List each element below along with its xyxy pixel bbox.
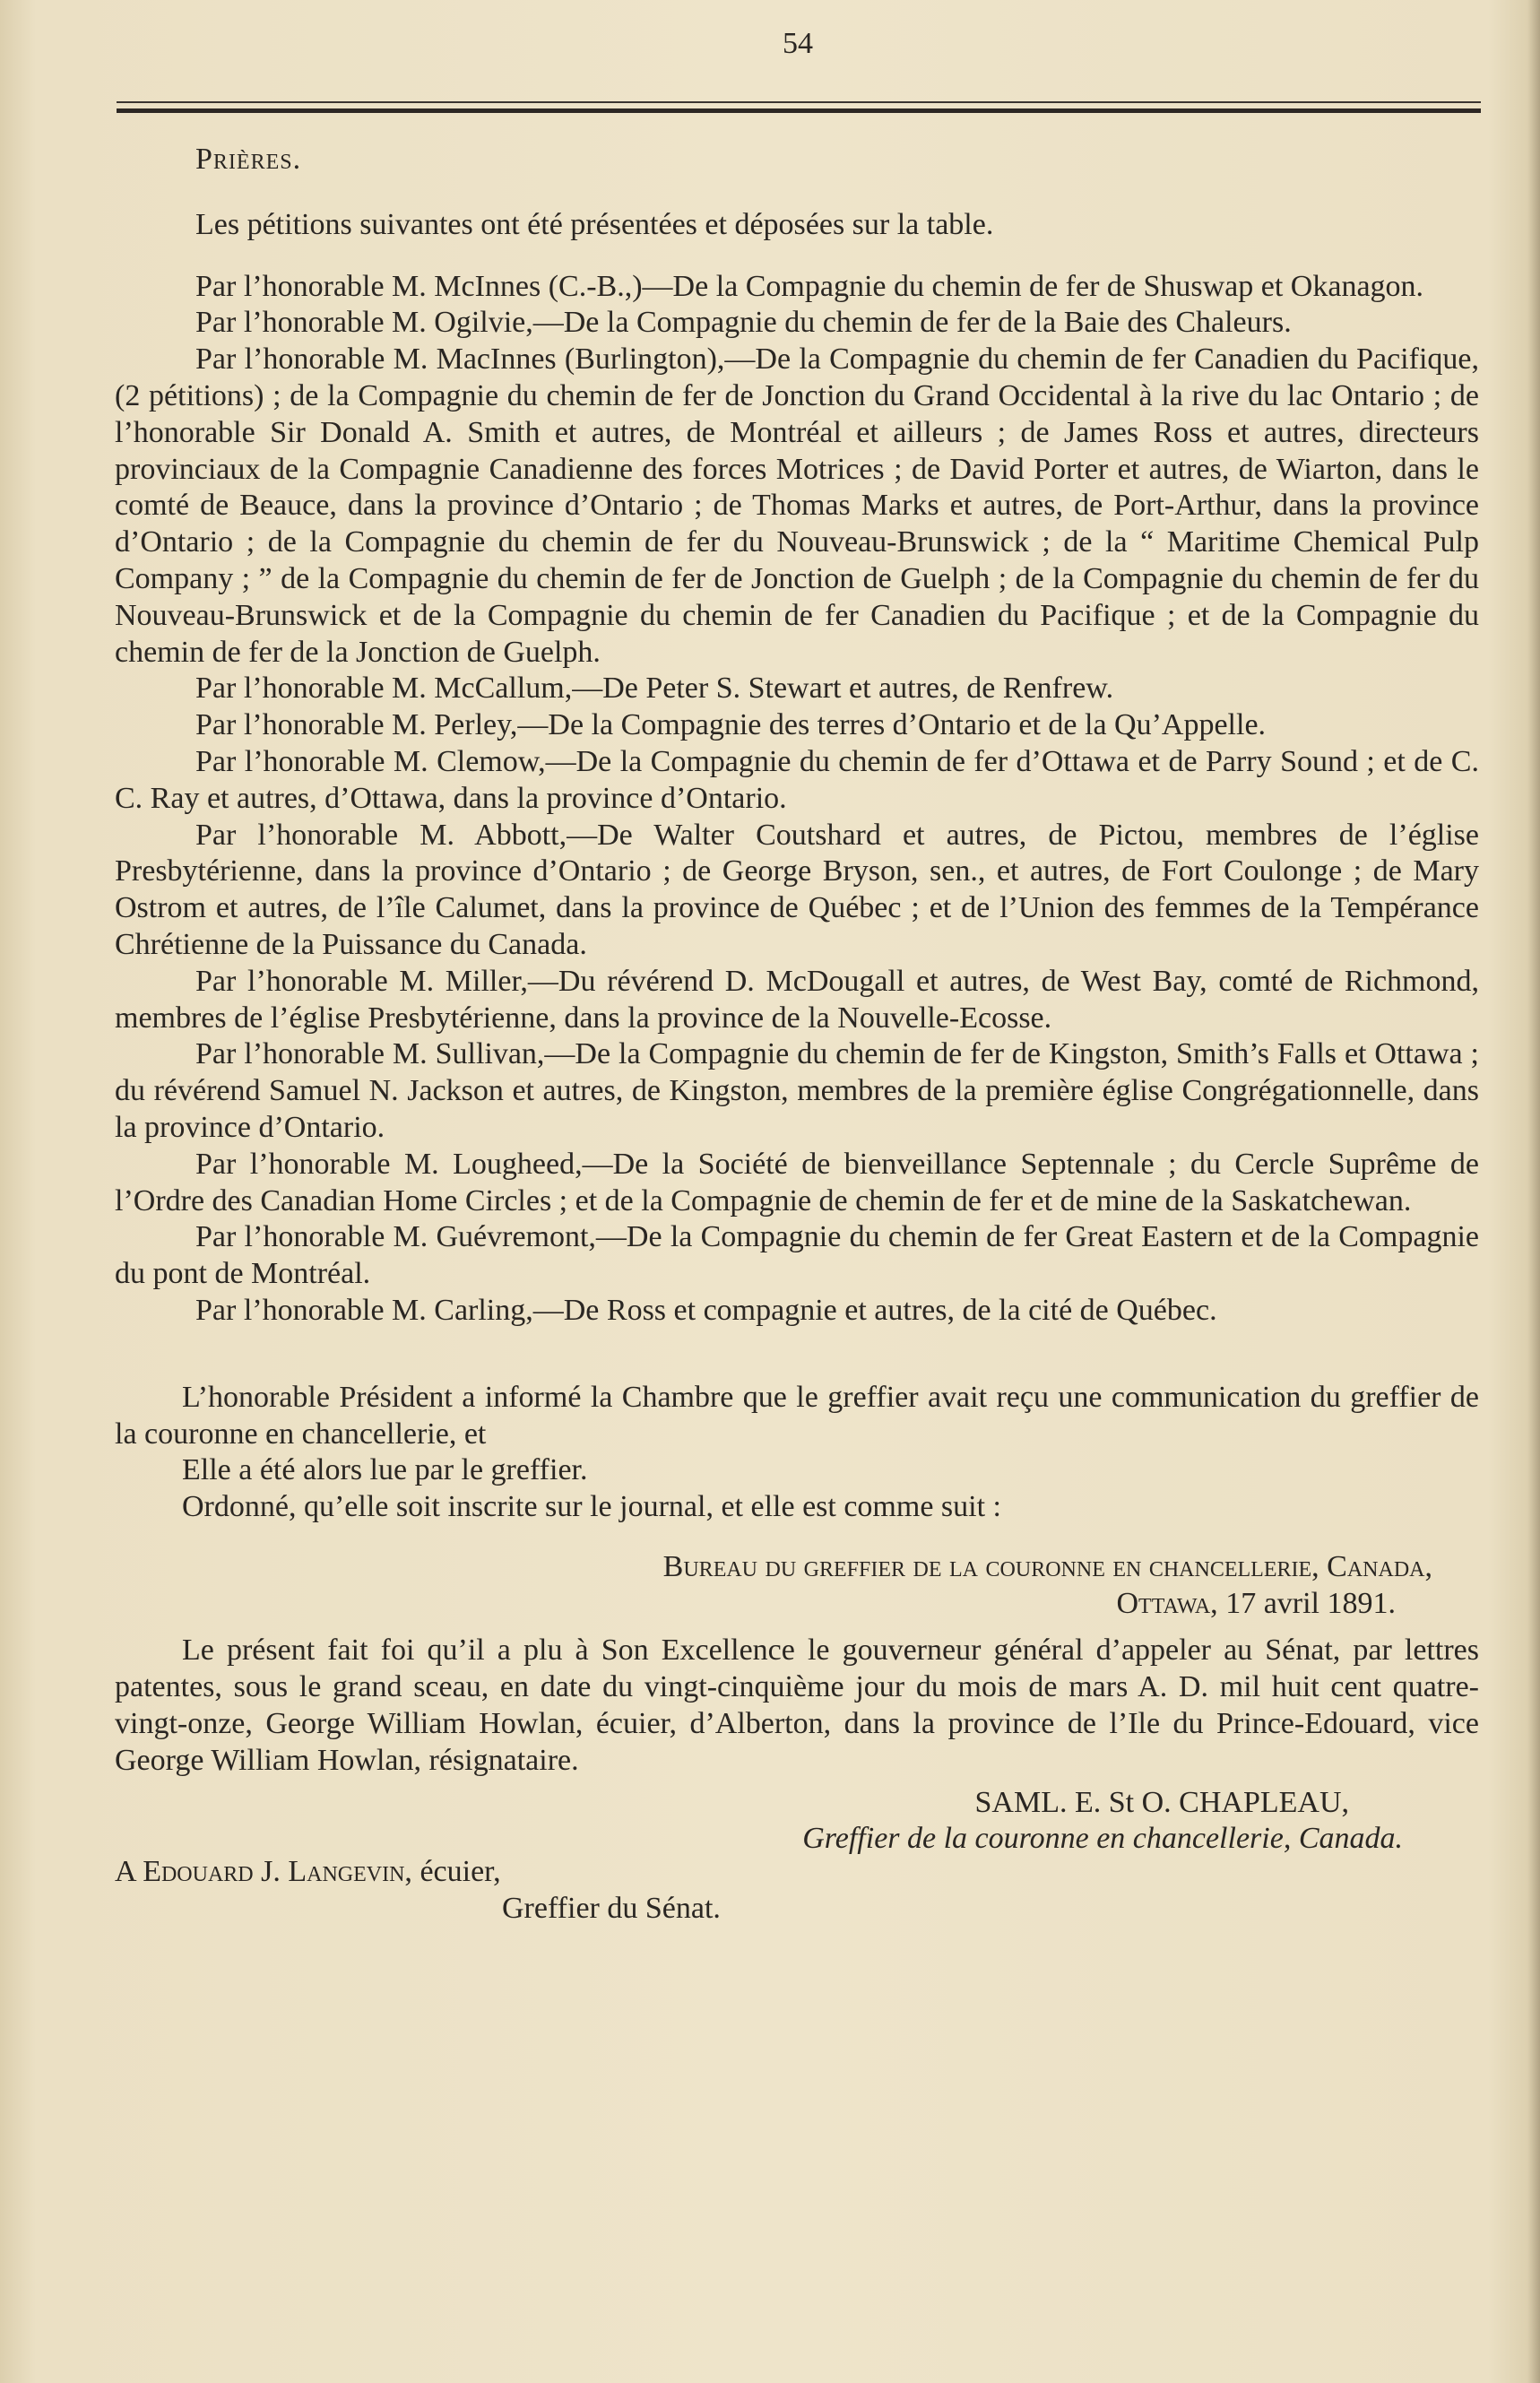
read-line: Elle a été alors lue par le greffier. xyxy=(182,1453,588,1487)
page-number: 54 xyxy=(783,27,813,60)
addressee-title: Greffier du Sénat. xyxy=(502,1892,721,1926)
announcement-paragraph: L’honorable Président a informé la Chambre que le greffier avait reçu une communication du greffier de la couronne en chancellerie, et xyxy=(115,1380,1479,1451)
letter-date: 17 avril 1891. xyxy=(1225,1586,1396,1620)
petition-paragraph: Par l’honorable M. Sullivan,—De la Compagnie du chemin de fer de Kingston, Smith’s Falls et Ottawa ; du révérend Samuel N. Jackson et autres, de Kingston, membres de la première église Congrégationnelle, dans la province d’Ontario. xyxy=(115,1037,1479,1144)
addressee-name: Edouard J. Langevin, xyxy=(143,1855,412,1889)
petition-paragraph: Par l’honorable M. Abbott,—De Walter Coutshard et autres, de Pictou, membres de l’église Presbytérienne, dans la province d’Ontario ; de George Bryson, sen., et autres, de Fort Coulonge ; de Mary Ostrom et autres, de l’île Calumet, dans la province de Québec ; et de l’Union des femmes de la Tempérance Chrétienne de la Puissance du Canada. xyxy=(115,818,1479,961)
intro-paragraph: Les pétitions suivantes ont été présentées et déposées sur la table. xyxy=(195,207,994,241)
petition-paragraph: Par l’honorable M. Lougheed,—De la Société de bienveillance Septennale ; du Cercle Suprême de l’Ordre des Canadian Home Circles ; et de la Compagnie de chemin de fer et de mine de la Saskatchewan. xyxy=(115,1147,1479,1217)
petition-paragraph: Par l’honorable M. Perley,—De la Compagnie des terres d’Ontario et de la Qu’Appelle. xyxy=(195,708,1267,742)
header-rule-thick xyxy=(117,108,1481,113)
addressee-prefix: A xyxy=(115,1855,135,1889)
petition-paragraph: Par l’honorable M. Ogilvie,—De la Compagnie du chemin de fer de la Baie des Chaleurs. xyxy=(195,306,1292,340)
petition-paragraph: Par l’honorable M. Clemow,—De la Compagnie du chemin de fer d’Ottawa et de Parry Sound ; et de C. C. Ray et autres, d’Ottawa, dans la province d’Ontario. xyxy=(115,744,1479,815)
petition-paragraph: Par l’honorable M. Miller,—Du révérend D. McDougall et autres, de West Bay, comté de Richmond, membres de l’église Presbytérienne, dans la province de la Nouvelle-Ecosse. xyxy=(115,964,1479,1035)
petition-paragraph: Par l’honorable M. McInnes (C.-B.,)—De la Compagnie du chemin de fer de Shuswap et Okanagon. xyxy=(195,269,1424,303)
petition-paragraph: Par l’honorable M. Guévremont,—De la Compagnie du chemin de fer Great Eastern et de la Compagnie du pont de Montréal. xyxy=(115,1220,1479,1291)
petition-paragraph: Par l’honorable M. MacInnes (Burlington),—De la Compagnie du chemin de fer Canadien du Pacifique, (2 pétitions) ; de la Compagnie du chemin de fer de Jonction du Grand Occidental à la rive du lac Ontario ; de l’honorable Sir Donald A. Smith et autres, de Montréal et ailleurs ; de James Ross et autres, directeurs provinciaux de la Compagnie Canadienne des forces Motrices ; de David Porter et autres, de Wiarton, dans le comté de Beauce, dans la province d’Ontario ; de Thomas Marks et autres, de Port-Arthur, dans la province d’Ontario ; de la Compagnie du chemin de fer du Nouveau-Brunswick ; de la “ Maritime Chemical Pulp Company ; ” de la Compagnie du chemin de fer de Jonction de Guelph ; de la Compagnie du chemin de fer du Nouveau-Brunswick et de la Compagnie du chemin de fer Canadien du Pacifique ; et de la Compagnie du chemin de fer de la Jonction de Guelph. xyxy=(115,342,1479,669)
letter-body: Le présent fait foi qu’il a plu à Son Excellence le gouverneur général d’appeler au Sénat, par lettres patentes, sous le grand sceau, en date du vingt-cinquième jour du mois de mars A. D. mil huit cent quatre-vingt-onze, George William Howlan, écuier, d’Alberton, dans la province de l’Ile du Prince-Edouard, vice George William Howlan, résignataire. xyxy=(115,1633,1479,1777)
signature-title: Greffier de la couronne en chancellerie, Canada. xyxy=(802,1822,1403,1856)
signature-name: SAML. E. St O. CHAPLEAU, xyxy=(974,1785,1349,1819)
binding-edge-shadow xyxy=(1527,0,1540,2383)
addressee-suffix: écuier, xyxy=(420,1855,501,1889)
petition-paragraph: Par l’honorable M. Carling,—De Ross et compagnie et autres, de la cité de Québec. xyxy=(195,1293,1217,1327)
header-rule-thin xyxy=(117,101,1481,103)
page-body xyxy=(115,142,1479,1928)
letter-date-line xyxy=(115,1586,1479,1623)
section-spacer xyxy=(115,1330,1479,1380)
order-line: Ordonné, qu’elle soit inscrite sur le journal, et elle est comme suit : xyxy=(182,1490,1001,1524)
section-heading: Prières. xyxy=(195,143,302,176)
addressee-line xyxy=(115,1854,1479,1891)
letter-office-header: Bureau du greffier de la couronne en chancellerie, Canada, xyxy=(662,1549,1432,1583)
petition-paragraph: Par l’honorable M. McCallum,—De Peter S. Stewart et autres, de Renfrew. xyxy=(195,672,1114,706)
letter-date-city: Ottawa, xyxy=(1116,1586,1218,1620)
